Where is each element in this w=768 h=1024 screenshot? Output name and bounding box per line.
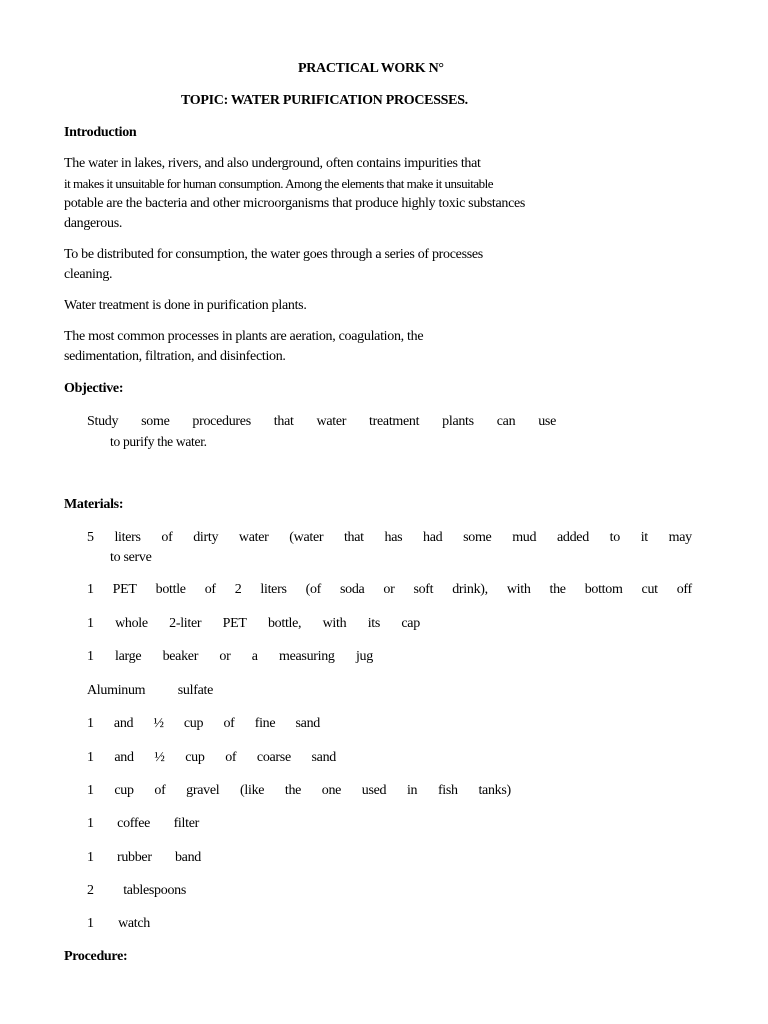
material-word: its (367, 616, 381, 631)
material-word: fine (254, 716, 276, 731)
page-title: PRACTICAL WORK N° (298, 61, 444, 76)
material-word: of (223, 716, 235, 731)
material-word: drink), (452, 582, 488, 597)
material-word: 1 (87, 582, 94, 597)
topic-title: TOPIC: WATER PURIFICATION PROCESSES. (181, 93, 468, 108)
material-item-9 (87, 814, 199, 834)
material-word: used (361, 783, 387, 798)
objective-heading: Objective: (64, 381, 124, 396)
material-word: watch (118, 916, 150, 931)
material-word: sand (311, 750, 336, 765)
objective-word: Study (87, 414, 119, 429)
material-word: band (174, 850, 201, 865)
materials-heading: Materials: (64, 497, 124, 512)
material-word: cup (114, 783, 134, 798)
intro-p3: Water treatment is done in purification plants. (64, 298, 307, 313)
material-word: 1 (87, 916, 94, 931)
material-item-5 (87, 681, 213, 701)
material-word: with (322, 616, 347, 631)
objective-line1 (87, 412, 556, 432)
material-word: with (506, 582, 531, 597)
intro-p2-line2: cleaning. (64, 267, 113, 282)
material-word: filter (173, 816, 199, 831)
material-item-8 (87, 781, 511, 801)
material-word: tablespoons (123, 883, 186, 898)
material-word: large (115, 649, 142, 664)
material-word: PET (222, 616, 247, 631)
material-word: 1 (87, 716, 94, 731)
material-word: bottom (584, 582, 623, 597)
objective-word: water (316, 414, 347, 429)
material-word: 2-liter (169, 616, 202, 631)
material-word: and (114, 750, 134, 765)
material-word: (of (305, 582, 322, 597)
material-item-11 (87, 881, 186, 901)
material-word: one (321, 783, 342, 798)
material-word: or (383, 582, 395, 597)
material-word: measuring (279, 649, 335, 664)
material-word: coffee (117, 816, 151, 831)
objective-word: some (141, 414, 170, 429)
material-word: the (549, 582, 566, 597)
material-item-1-cont: to serve (110, 550, 152, 565)
material-word: soft (413, 582, 434, 597)
material-word: 5 (87, 530, 94, 545)
material-word: gravel (186, 783, 220, 798)
material-item-7 (87, 748, 336, 768)
material-word: that (343, 530, 364, 545)
material-word: coarse (256, 750, 291, 765)
objective-word: use (538, 414, 556, 429)
material-item-12 (87, 914, 150, 934)
material-item-2 (87, 580, 692, 600)
material-word: to (609, 530, 620, 545)
material-word: 2 (87, 883, 94, 898)
material-word: PET (112, 582, 137, 597)
objective-word: plants (442, 414, 474, 429)
material-word: cup (185, 750, 205, 765)
intro-p4-line1: The most common processes in plants are aeration, coagulation, the (64, 329, 424, 344)
material-word: cut (641, 582, 658, 597)
material-word: had (423, 530, 443, 545)
material-word: ½ (154, 750, 165, 765)
material-word: a (251, 649, 258, 664)
objective-word: procedures (192, 414, 251, 429)
material-word: of (204, 582, 216, 597)
material-word: Aluminum (87, 683, 146, 698)
material-word: bottle (155, 582, 186, 597)
material-word: liters (114, 530, 141, 545)
material-word: whole (115, 616, 148, 631)
material-word: bottle, (267, 616, 302, 631)
procedure-heading: Procedure: (64, 949, 128, 964)
material-item-1 (87, 528, 692, 548)
objective-line2: to purify the water. (110, 434, 207, 449)
objective-word: treatment (369, 414, 420, 429)
material-word: 1 (87, 616, 94, 631)
material-word: or (219, 649, 231, 664)
material-word: 1 (87, 649, 94, 664)
introduction-heading: Introduction (64, 125, 137, 140)
material-word: 1 (87, 783, 94, 798)
material-word: 1 (87, 816, 94, 831)
material-word: and (113, 716, 134, 731)
material-item-6 (87, 714, 320, 734)
material-word: (like (240, 783, 265, 798)
intro-p2-line1: To be distributed for consumption, the water goes through a series of processes (64, 247, 483, 262)
material-word: rubber (116, 850, 152, 865)
material-word: ½ (153, 716, 164, 731)
material-word: sand (295, 716, 320, 731)
material-word: of (154, 783, 166, 798)
material-item-4 (87, 647, 373, 667)
material-word: cap (401, 616, 420, 631)
material-word: off (676, 582, 692, 597)
material-word: added (556, 530, 589, 545)
material-word: 1 (87, 750, 94, 765)
material-word: liters (260, 582, 287, 597)
objective-word: that (273, 414, 294, 429)
intro-p1-line1: The water in lakes, rivers, and also underground, often contains impurities that (64, 156, 481, 171)
intro-p1-line2: it makes it unsuitable for human consumption. Among the elements that make it unsuitable (64, 176, 493, 191)
intro-p1-line3: potable are the bacteria and other microorganisms that produce highly toxic substances (64, 196, 526, 211)
material-word: of (161, 530, 173, 545)
material-word: sulfate (177, 683, 213, 698)
material-word: it (640, 530, 648, 545)
material-word: jug (355, 649, 373, 664)
material-word: beaker (162, 649, 199, 664)
material-word: mud (512, 530, 537, 545)
material-item-10 (87, 848, 201, 868)
material-word: tanks) (478, 783, 511, 798)
intro-p4-line2: sedimentation, filtration, and disinfection. (64, 349, 286, 364)
material-word: some (463, 530, 492, 545)
material-word: has (384, 530, 403, 545)
material-word: in (406, 783, 418, 798)
material-word: the (284, 783, 302, 798)
material-word: of (225, 750, 237, 765)
material-item-3 (87, 614, 420, 634)
material-word: cup (183, 716, 204, 731)
intro-p1-line4: dangerous. (64, 216, 123, 231)
material-word: 1 (87, 850, 94, 865)
objective-word: can (496, 414, 516, 429)
material-word: 2 (234, 582, 242, 597)
material-word: may (668, 530, 692, 545)
material-word: fish (437, 783, 458, 798)
material-word: water (238, 530, 269, 545)
material-word: dirty (193, 530, 219, 545)
material-word: (water (289, 530, 324, 545)
material-word: soda (339, 582, 365, 597)
